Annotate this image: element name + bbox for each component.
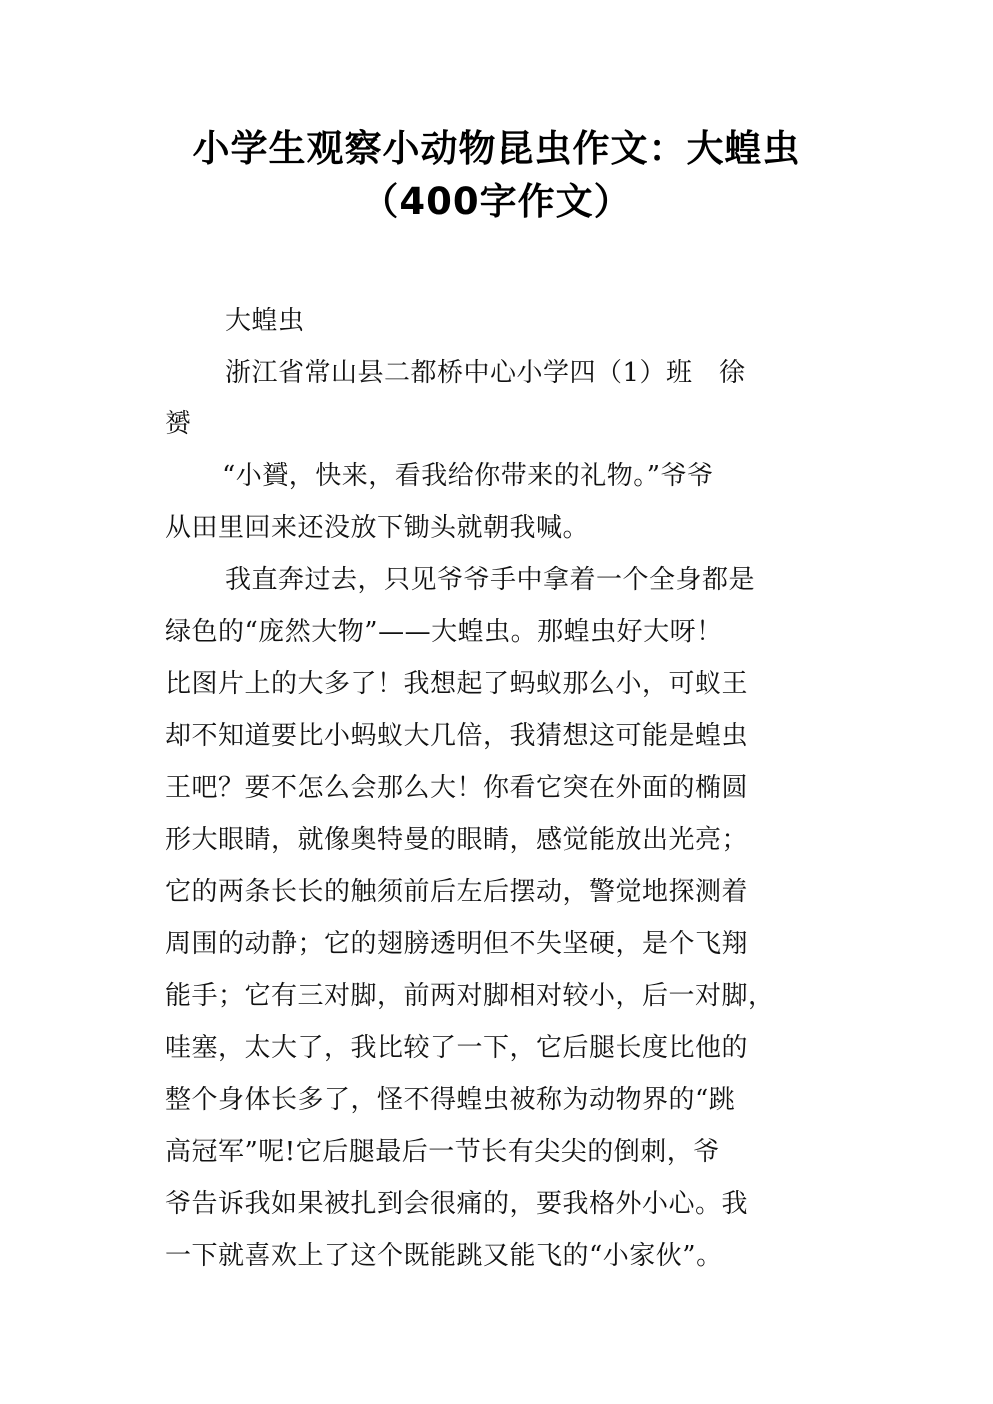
body-line: 高冠军”呢!它后腿最后一节长有尖尖的倒刺，爷 (165, 1137, 720, 1167)
body-line: 却不知道要比小蚂蚁大几倍，我猜想这可能是蝗虫 (165, 721, 749, 751)
body-line: 比图片上的大多了！我想起了蚂蚁那么小，可蚁王 (165, 669, 749, 699)
body-line: 形大眼睛，就像奥特曼的眼睛，感觉能放出光亮； (165, 825, 749, 855)
author-line-cont: 赟 (165, 409, 192, 439)
body-line: 我直奔过去，只见爷爷手中拿着一个全身都是 (225, 565, 756, 595)
body-line: 它的两条长长的触须前后左后摆动，警觉地探测着 (165, 877, 749, 907)
title-line-1: 小学生观察小动物昆虫作文：大蝗虫 (192, 127, 801, 170)
body-line: 从田里回来还没放下锄头就朝我喊。 (165, 513, 590, 543)
essay-heading: 大蝗虫 (225, 306, 305, 336)
author-line: 浙江省常山县二都桥中心小学四（1）班 徐 (225, 358, 746, 388)
body-line: 王吧？要不怎么会那么大！你看它突在外面的椭圆 (165, 773, 749, 803)
body-line: 爷告诉我如果被扎到会很痛的，要我格外小心。我 (165, 1189, 749, 1219)
body-line: 哇塞，太大了，我比较了一下，它后腿长度比他的 (165, 1033, 749, 1063)
body-line: 一下就喜欢上了这个既能跳又能飞的“小家伙”。 (165, 1241, 723, 1271)
title-line-2: （400字作文） (361, 180, 632, 223)
body-line: 绿色的“庞然大物”——大蝗虫。那蝗虫好大呀！ (165, 617, 723, 647)
body-line: 整个身体长多了，怪不得蝗虫被称为动物界的“跳 (165, 1085, 736, 1115)
body-line: 周围的动静；它的翅膀透明但不失坚硬，是个飞翔 (165, 929, 749, 959)
body-line: 能手；它有三对脚，前两对脚相对较小，后一对脚， (165, 981, 775, 1011)
body-line: “小贇，快来，看我给你带来的礼物。”爷爷 (222, 461, 714, 491)
